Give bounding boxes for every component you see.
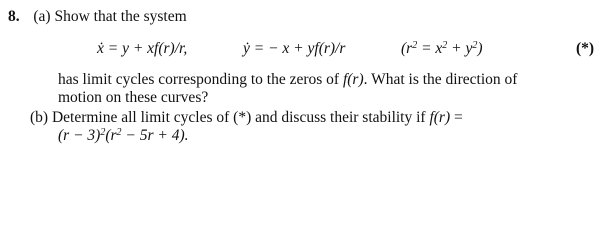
part-a-label: (a) bbox=[33, 8, 51, 25]
part-b-line-2: $(r - 3)^2(r^2 - 5r + 4)$. bbox=[58, 127, 189, 144]
part-b-line-1: (b) Determine all limit cycles of (*) and discuss their stability if f(r) = bbox=[30, 109, 463, 126]
problem-number: 8. bbox=[8, 8, 20, 25]
part-a-header-line bbox=[8, 8, 187, 26]
part-a-body-line-1: has limit cycles corresponding to the zeros of f(r). What is the direction of bbox=[58, 71, 518, 88]
equation-y-dot: ẏ = − x + yf(r)/r bbox=[243, 40, 346, 57]
equation-r-definition: $(r^2 = x^2 + y^2)$ bbox=[401, 40, 483, 57]
equation-x-dot: ẋ = y + xf(r)/r, bbox=[97, 40, 188, 57]
part-a-body-line-2: motion on these curves? bbox=[58, 89, 209, 106]
equation-tag: (*) bbox=[576, 40, 595, 57]
part-b-label: (b) bbox=[30, 109, 49, 126]
part-a-intro: Show that the system bbox=[54, 8, 187, 25]
